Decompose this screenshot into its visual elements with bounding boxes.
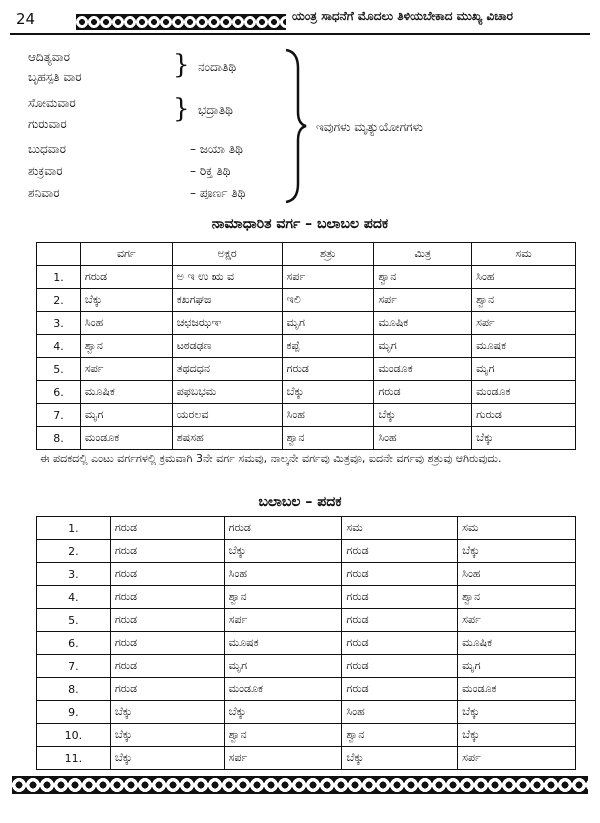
- tithi-label: – ರಿಕ್ತ ತಿಥಿ: [190, 164, 231, 178]
- row-number: 1.: [37, 517, 111, 540]
- varga-table: [36, 242, 576, 450]
- days-tithi-section: [0, 0, 600, 210]
- table-cell: ಬೆಕ್ಕು: [110, 747, 224, 770]
- table-cell: ಗುರುಡ: [472, 404, 576, 427]
- table-cell: ಬೆಕ್ಕು: [458, 724, 576, 747]
- table-row: [37, 655, 576, 678]
- table-cell: ಮಂಡೂಕ: [374, 358, 472, 381]
- day-label: ಗುರುವಾರ: [28, 117, 67, 131]
- table-cell: ಮೂಷಿಕ: [80, 381, 172, 404]
- table-cell: ಮೂಷಿಕ: [458, 632, 576, 655]
- brace-icon: }: [173, 50, 190, 80]
- footer-decorative-band: [12, 776, 588, 794]
- table-cell: ಗರುಡ: [342, 678, 458, 701]
- table-cell: ಮೂಷಿಕ: [374, 312, 472, 335]
- table-cell: ಚಛಜಝಞ: [172, 312, 282, 335]
- table-cell: ಮೃಗ: [80, 404, 172, 427]
- table-cell: ಶ್ವಾನ: [374, 266, 472, 289]
- row-number: 4.: [37, 586, 111, 609]
- table-row: [37, 724, 576, 747]
- table-cell: ಮೃಗ: [458, 655, 576, 678]
- table-cell: ಸರ್ಪ: [374, 289, 472, 312]
- table-row: [37, 381, 576, 404]
- table-cell: ಬೆಕ್ಕು: [80, 289, 172, 312]
- row-number: 8.: [37, 427, 81, 450]
- note-paragraph: ಈ ಪದಕದಲ್ಲಿ ಎಂಟು ವರ್ಗಗಳಲ್ಲಿ ಕ್ರಮವಾಗಿ 3ನೇ ವರ್ಗ ಸಮವು, ನಾಲ್ಕನೇ ವರ್ಗವು ಮಿತ್ರವೂ, ಐದನೇ ವರ್ಗವು ಶತ್ರುವು ಆಗಿರುವುದು.: [40, 452, 502, 465]
- table-row: [37, 632, 576, 655]
- table-cell: ಗರುಡ: [342, 609, 458, 632]
- table-cell: ಸಿಂಹ: [80, 312, 172, 335]
- table-cell: ಸಿಂಹ: [374, 427, 472, 450]
- row-number: 8.: [37, 678, 111, 701]
- table-cell: ಮೃಗ: [374, 335, 472, 358]
- table-cell: ಕಪ್ಪೆ: [282, 335, 374, 358]
- table-row: [37, 540, 576, 563]
- table-cell: ಮೃಗ: [472, 358, 576, 381]
- row-number: 10.: [37, 724, 111, 747]
- brace-icon: }: [173, 94, 190, 124]
- table-cell: ಗರುಡ: [342, 540, 458, 563]
- summary-label: ಇವುಗಳು ಮೃತ್ಯುಯೋಗಗಳು: [316, 120, 423, 134]
- table-cell: ಗರುಡ: [110, 632, 224, 655]
- balabala-table: [36, 516, 576, 770]
- tithi-label: ನಂದಾತಿಥಿ: [198, 60, 237, 74]
- table-cell: ತಥದಧನ: [172, 358, 282, 381]
- table-cell: ಮೃಗ: [224, 655, 342, 678]
- table-cell: ಸಿಂಹ: [342, 701, 458, 724]
- table-cell: ಶ್ವಾನ: [282, 427, 374, 450]
- table-cell: ಗರುಡ: [80, 266, 172, 289]
- row-number: 2.: [37, 289, 81, 312]
- table-cell: ಶ್ವಾನ: [80, 335, 172, 358]
- table-cell: ಗರುಡ: [374, 381, 472, 404]
- table-row: [37, 678, 576, 701]
- table-cell: ಸರ್ಪ: [224, 747, 342, 770]
- table-row: [37, 266, 576, 289]
- table-row: [37, 586, 576, 609]
- row-number: 3.: [37, 312, 81, 335]
- page-number: 24: [16, 10, 36, 28]
- table-cell: ಮೂಷಕ: [224, 632, 342, 655]
- table1-title: ನಾಮಾಧಾರಿತ ವರ್ಗ – ಬಲಾಬಲ ಪದಕ: [211, 216, 389, 232]
- table-row: [37, 312, 576, 335]
- table-cell: ಯರಲವ: [172, 404, 282, 427]
- table-row: [37, 701, 576, 724]
- table-cell: ಕಖಗಘಙ: [172, 289, 282, 312]
- table-cell: ಗರುಡ: [342, 563, 458, 586]
- table-cell: ಮೃಗ: [282, 312, 374, 335]
- table-cell: ಶಷಸಹ: [172, 427, 282, 450]
- row-number: 6.: [37, 632, 111, 655]
- table-cell: ಟಠಡಢಣ: [172, 335, 282, 358]
- table-cell: ಸರ್ಪ: [458, 747, 576, 770]
- table-cell: ಇಲಿ: [282, 289, 374, 312]
- tithi-label: – ಪೂರ್ಣ ತಿಥಿ: [190, 186, 246, 200]
- table-cell: ಬೆಕ್ಕು: [458, 540, 576, 563]
- table-cell: ಸಿಂಹ: [282, 404, 374, 427]
- row-number: 9.: [37, 701, 111, 724]
- table-cell: ಬೆಕ್ಕು: [110, 701, 224, 724]
- column-header: ಸಮ: [472, 243, 576, 266]
- table-cell: ಪಫಬಭಮ: [172, 381, 282, 404]
- table-cell: ಗರುಡ: [110, 540, 224, 563]
- table-cell: ಬೆಕ್ಕು: [342, 747, 458, 770]
- table-cell: ಬೆಕ್ಕು: [472, 427, 576, 450]
- table-cell: ಸಿಂಹ: [472, 266, 576, 289]
- table-cell: ಸರ್ಪ: [224, 609, 342, 632]
- row-number: 3.: [37, 563, 111, 586]
- table-cell: ಗರುಡ: [342, 586, 458, 609]
- table-cell: ಬೆಕ್ಕು: [458, 701, 576, 724]
- day-label: ಬೃಹಸ್ಪತಿ ವಾರ: [28, 70, 82, 84]
- table-row: [37, 335, 576, 358]
- table-row: [37, 747, 576, 770]
- table-cell: ಗರುಡ: [110, 517, 224, 540]
- table-cell: ಅ ಇ ಉ ಋ ವ: [172, 266, 282, 289]
- table-row: [37, 563, 576, 586]
- table-cell: ಸಮ: [458, 517, 576, 540]
- row-number: 6.: [37, 381, 81, 404]
- running-title: ಯಂತ್ರ ಸಾಧನೆಗೆ ಮೊದಲು ತಿಳಿಯಬೇಕಾದ ಮುಖ್ಯ ವಿಚಾರ: [292, 9, 514, 23]
- table-cell: ಗರುಡ: [110, 655, 224, 678]
- table-cell: ಗರುಡ: [342, 655, 458, 678]
- table-cell: ಗರುಡ: [110, 563, 224, 586]
- column-header: ವರ್ಗ: [80, 243, 172, 266]
- table-cell: ಬೆಕ್ಕು: [224, 701, 342, 724]
- table-cell: ಮಂಡೂಕ: [80, 427, 172, 450]
- table-cell: ಬೆಕ್ಕು: [282, 381, 374, 404]
- row-number: 5.: [37, 358, 81, 381]
- table-cell: ಸಮ: [342, 517, 458, 540]
- table-cell: ಗರುಡ: [342, 632, 458, 655]
- table-cell: ಶ್ವಾನ: [224, 586, 342, 609]
- table-cell: ಸರ್ಪ: [458, 609, 576, 632]
- day-label: ಶುಕ್ರವಾರ: [28, 164, 63, 178]
- table-cell: ಶ್ವಾನ: [342, 724, 458, 747]
- table-cell: ಸಿಂಹ: [224, 563, 342, 586]
- table-cell: ಗರುಡ: [110, 678, 224, 701]
- table-row: [37, 289, 576, 312]
- column-header: ಅಕ್ಷರ: [172, 243, 282, 266]
- day-label: ಶನಿವಾರ: [28, 186, 60, 200]
- row-number: 5.: [37, 609, 111, 632]
- table-cell: ಗರುಡ: [224, 517, 342, 540]
- table-cell: ಬೆಕ್ಕು: [110, 724, 224, 747]
- table-cell: ಶ್ವಾನ: [224, 724, 342, 747]
- tithi-label: ಭದ್ರಾತಿಥಿ: [198, 103, 233, 117]
- table-cell: ಗರುಡ: [282, 358, 374, 381]
- table-cell: ಶ್ವಾನ: [458, 586, 576, 609]
- day-label: ಸೋಮವಾರ: [28, 96, 76, 110]
- table-cell: ಸರ್ಪ: [282, 266, 374, 289]
- day-label: ಬುಧವಾರ: [28, 142, 66, 156]
- table-cell: ಬೆಕ್ಕು: [374, 404, 472, 427]
- day-label: ಆದಿತ್ಯವಾರ: [28, 50, 70, 64]
- table-row: [37, 609, 576, 632]
- table-cell: ಮಂಡೂಕ: [224, 678, 342, 701]
- row-number: 7.: [37, 655, 111, 678]
- column-header: [37, 243, 81, 266]
- table2-title: ಬಲಾಬಲ – ಪದಕ: [258, 494, 342, 510]
- column-header: ಶತ್ರು: [282, 243, 374, 266]
- table-row: [37, 404, 576, 427]
- table-cell: ಗರುಡ: [110, 586, 224, 609]
- table-cell: ಬೆಕ್ಕು: [224, 540, 342, 563]
- row-number: 4.: [37, 335, 81, 358]
- table-cell: ಶ್ವಾನ: [472, 289, 576, 312]
- tithi-label: – ಜಯಾ ತಿಥಿ: [190, 142, 243, 156]
- table-header-row: [37, 243, 576, 266]
- large-brace-icon: [282, 48, 308, 204]
- column-header: ಮಿತ್ರ: [374, 243, 472, 266]
- table-row: [37, 358, 576, 381]
- table-cell: ಸರ್ಪ: [472, 312, 576, 335]
- table-cell: ಸಿಂಹ: [458, 563, 576, 586]
- table-cell: ಗರುಡ: [110, 609, 224, 632]
- table-cell: ಸರ್ಪ: [80, 358, 172, 381]
- table-cell: ಮೂಷಕ: [472, 335, 576, 358]
- row-number: 11.: [37, 747, 111, 770]
- table-row: [37, 427, 576, 450]
- table-row: [37, 517, 576, 540]
- row-number: 2.: [37, 540, 111, 563]
- table-cell: ಮಂಡೂಕ: [472, 381, 576, 404]
- row-number: 1.: [37, 266, 81, 289]
- table-cell: ಮಂಡೂಕ: [458, 678, 576, 701]
- row-number: 7.: [37, 404, 81, 427]
